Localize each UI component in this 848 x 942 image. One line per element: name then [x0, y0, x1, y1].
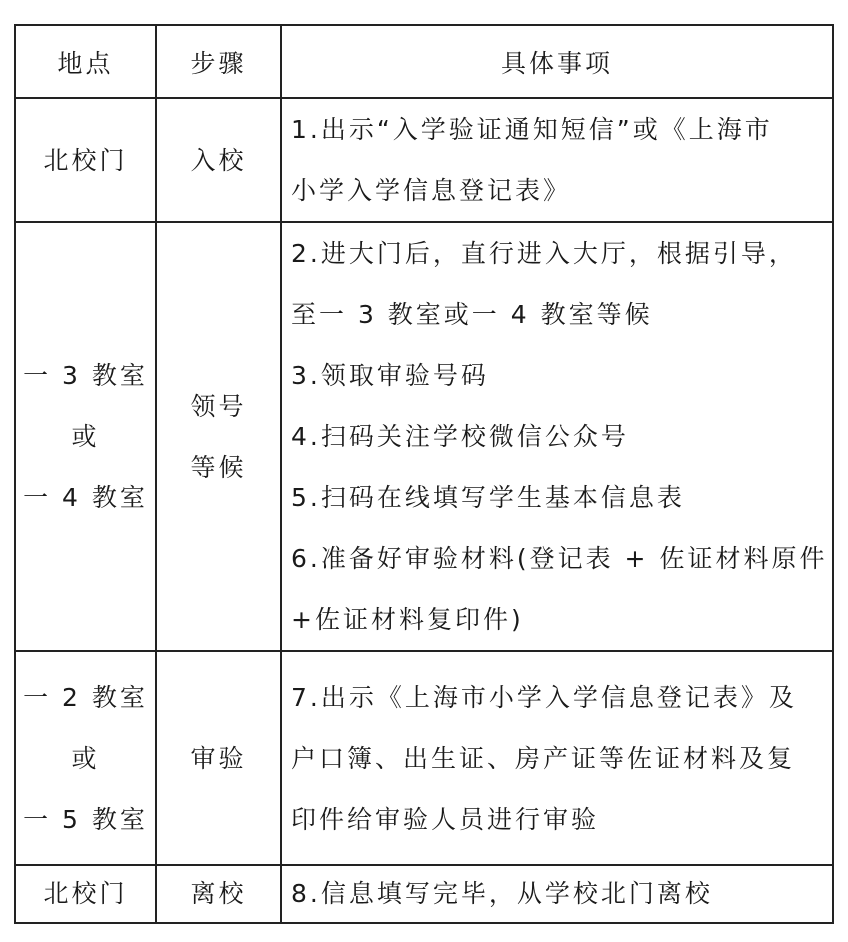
detail-line: 5.扫码在线填写学生基本信息表 [291, 483, 685, 512]
table-row-entry [15, 98, 833, 222]
location-text: 一 2 教室 [23, 682, 148, 712]
location-text: 北校门 [43, 879, 128, 908]
location-cell [15, 651, 156, 865]
header-step: 步骤 [156, 25, 281, 98]
detail-line: 至一 3 教室或一 4 教室等候 [291, 300, 653, 329]
detail-line: 小学入学信息登记表》 [291, 176, 572, 205]
detail-line: 印件给审验人员进行审验 [291, 804, 600, 834]
location-text: 一 4 教室 [23, 483, 148, 512]
detail-line: 4.扫码关注学校微信公众号 [291, 422, 629, 451]
detail-line: +佐证材料复印件) [291, 605, 524, 634]
location-cell [15, 865, 156, 923]
location-cell [15, 222, 156, 651]
procedure-table [14, 24, 834, 924]
table-header-row [15, 25, 833, 98]
detail-line: 2.进大门后，直行进入大厅，根据引导， [291, 239, 797, 268]
location-text: 一 3 教室 [23, 361, 148, 390]
header-location: 地点 [15, 25, 156, 98]
detail-line: 8.信息填写完毕，从学校北门离校 [291, 879, 713, 908]
location-text: 或 [71, 422, 100, 451]
detail-line: 7.出示《上海市小学入学信息登记表》及 [291, 682, 797, 712]
location-cell [15, 98, 156, 222]
step-cell [156, 651, 281, 865]
table-row-exit [15, 865, 833, 923]
detail-cell [281, 98, 833, 222]
detail-cell [281, 222, 833, 651]
step-cell [156, 865, 281, 923]
table-row-review [15, 651, 833, 865]
detail-line: 3.领取审验号码 [291, 361, 489, 390]
enrollment-procedure-sheet [14, 24, 832, 924]
detail-cell [281, 865, 833, 923]
step-text: 审验 [190, 743, 247, 773]
step-cell [156, 222, 281, 651]
step-text: 离校 [190, 879, 247, 908]
header-detail: 具体事项 [281, 25, 833, 98]
step-text: 入校 [190, 145, 247, 175]
table-row-queue [15, 222, 833, 651]
detail-line: 6.准备好审验材料(登记表 + 佐证材料原件 [291, 544, 828, 573]
step-text: 等候 [190, 452, 247, 482]
detail-cell [281, 651, 833, 865]
location-text: 一 5 教室 [23, 804, 148, 834]
detail-line: 1.出示“入学验证通知短信”或《上海市 [291, 115, 773, 144]
location-text: 北校门 [43, 145, 128, 175]
step-text: 领号 [190, 391, 247, 421]
step-cell [156, 98, 281, 222]
location-text: 或 [71, 743, 100, 773]
detail-line: 户口簿、出生证、房产证等佐证材料及复 [291, 743, 796, 773]
